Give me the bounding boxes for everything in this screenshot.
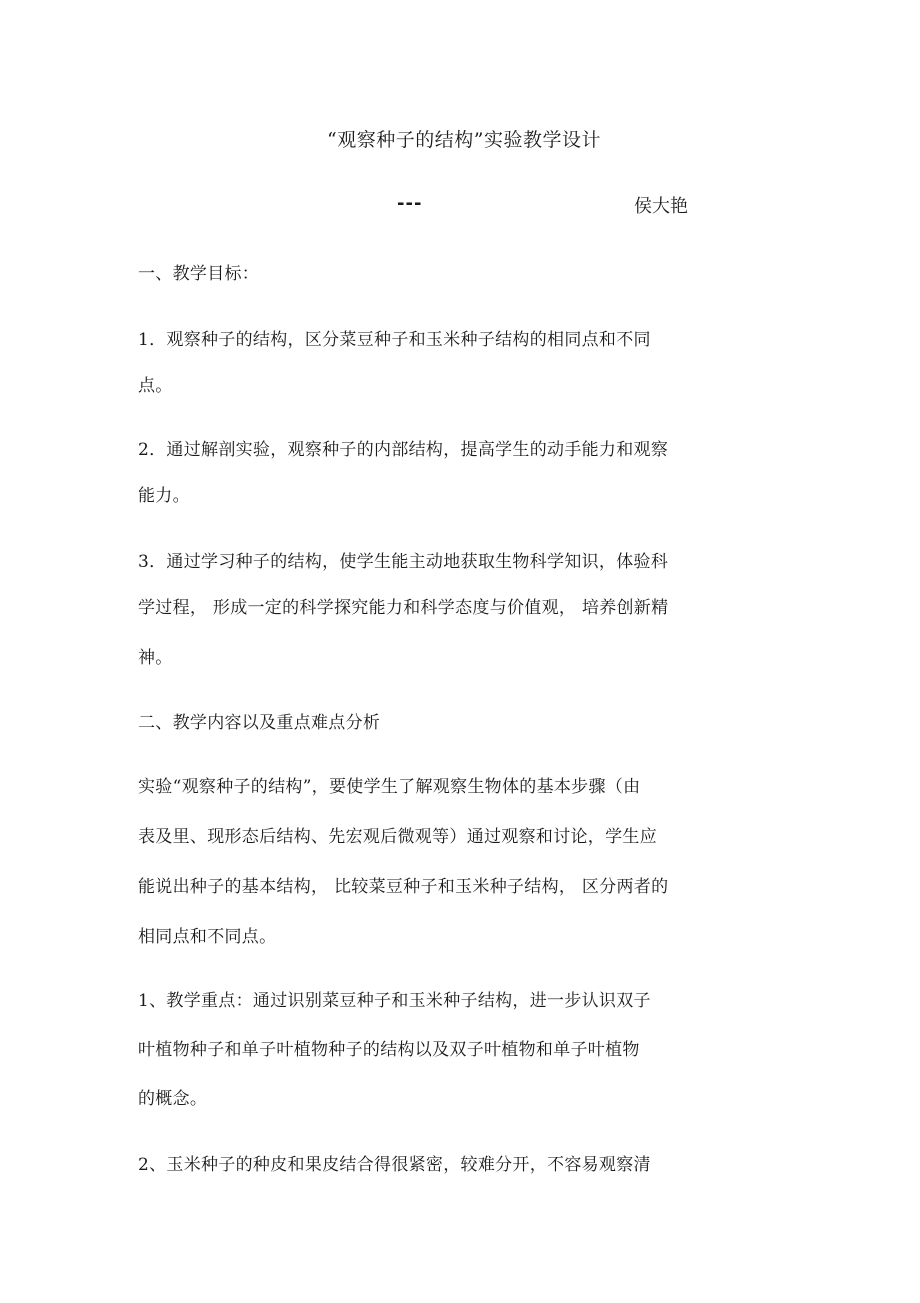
objective-2-line-2: 能力。: [138, 486, 190, 506]
key-point-line-1: 1、教学重点：通过识别菜豆种子和玉米种子结构，进一步认识双子: [138, 991, 651, 1011]
key-point-line-3: 的概念。: [138, 1089, 208, 1109]
objective-3-line-3: 神。: [138, 648, 173, 668]
analysis-line-3: 能说出种子的基本结构， 比较菜豆种子和玉米种子结构， 区分两者的: [138, 877, 669, 897]
author-name: 侯大艳: [634, 196, 688, 217]
objective-3-line-1: 3．通过学习种子的结构，使学生能主动地获取生物科学知识，体验科: [138, 552, 669, 572]
difficulty-line-1: 2、玉米种子的种皮和果皮结合得很紧密，较难分开，不容易观察清: [138, 1155, 651, 1175]
analysis-line-1: 实验“观察种子的结构”，要使学生了解观察生物体的基本步骤（由: [138, 777, 641, 797]
objective-1-line-2: 点。: [138, 376, 173, 396]
author-prefix: ---: [397, 193, 423, 214]
objective-1-line-1: 1．观察种子的结构，区分菜豆种子和玉米种子结构的相同点和不同: [138, 330, 651, 350]
key-point-line-2: 叶植物种子和单子叶植物种子的结构以及双子叶植物和单子叶植物: [138, 1040, 640, 1060]
section1-heading: 一、教学目标：: [138, 264, 260, 284]
document-title: “观察种子的结构”实验教学设计: [327, 129, 601, 151]
objective-3-line-2: 学过程， 形成一定的科学探究能力和科学态度与价值观， 培养创新精: [138, 598, 669, 618]
objective-2-line-1: 2．通过解剖实验，观察种子的内部结构，提高学生的动手能力和观察: [138, 440, 669, 460]
analysis-line-2: 表及里、现形态后结构、先宏观后微观等）通过观察和讨论，学生应: [138, 827, 657, 847]
analysis-line-4: 相同点和不同点。: [138, 927, 277, 947]
section2-heading: 二、教学内容以及重点难点分析: [138, 713, 381, 733]
